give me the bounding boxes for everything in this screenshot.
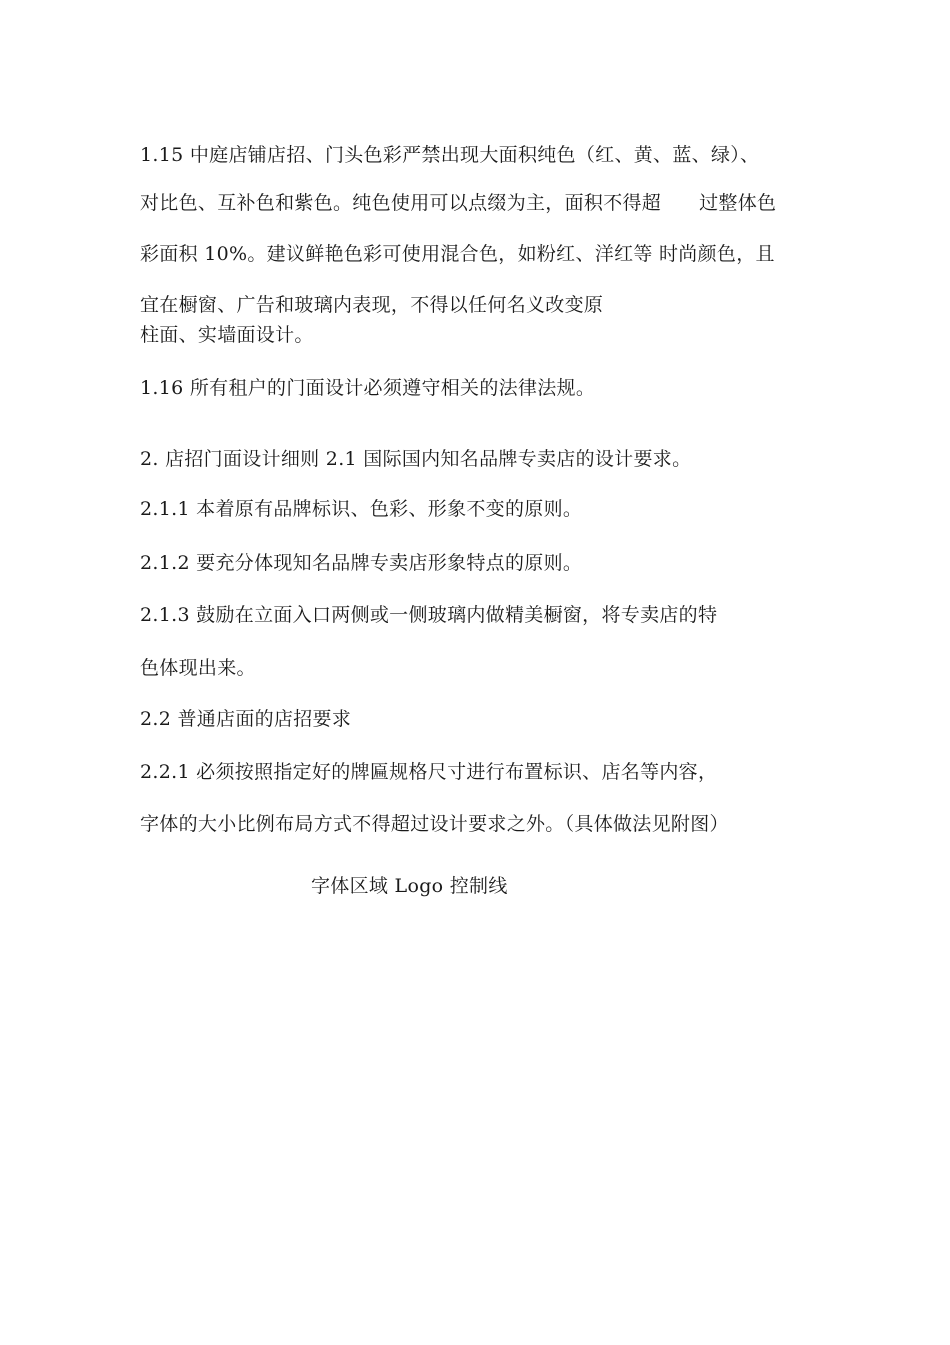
paragraph-1-15-line-2 [140, 191, 776, 215]
paragraph-1-15-line-3: 彩面积 10%。建议鲜艳色彩可使用混合色，如粉红、洋红等 时尚颜色，且 [140, 243, 775, 265]
section-2-2-heading: 2.2 普通店面的店招要求 [140, 708, 352, 730]
section-2-heading: 2. 店招门面设计细则 2.1 国际国内知名品牌专卖店的设计要求。 [140, 448, 692, 470]
item-2-2-1-line-1: 2.2.1 必须按照指定好的牌匾规格尺寸进行布置标识、店名等内容， [140, 761, 718, 783]
item-2-1-3-line-2: 色体现出来。 [140, 657, 256, 679]
paragraph-1-15-line-2-tail: 过整体色 [699, 192, 777, 214]
figure-caption: 字体区域 Logo 控制线 [311, 875, 508, 897]
paragraph-1-15-line-1: 1.15 中庭店铺店招、门头色彩严禁出现大面积纯色（红、黄、蓝、绿）、 [140, 144, 760, 166]
item-2-2-1-line-2: 字体的大小比例布局方式不得超过设计要求之外。（具体做法见附图） [140, 813, 729, 835]
item-2-1-2: 2.1.2 要充分体现知名品牌专卖店形象特点的原则。 [140, 552, 583, 574]
paragraph-1-16: 1.16 所有租户的门面设计必须遵守相关的法律法规。 [140, 377, 596, 399]
paragraph-1-15-line-2-text: 对比色、互补色和紫色。纯色使用可以点缀为主，面积不得超 [140, 192, 662, 214]
item-2-1-1: 2.1.1 本着原有品牌标识、色彩、形象不变的原则。 [140, 498, 583, 520]
item-2-1-3-line-1: 2.1.3 鼓励在立面入口两侧或一侧玻璃内做精美橱窗，将专卖店的特 [140, 604, 718, 626]
paragraph-1-15-line-5: 柱面、实墙面设计。 [140, 324, 314, 346]
paragraph-1-15-line-4: 宜在橱窗、广告和玻璃内表现，不得以任何名义改变原 [140, 294, 604, 316]
